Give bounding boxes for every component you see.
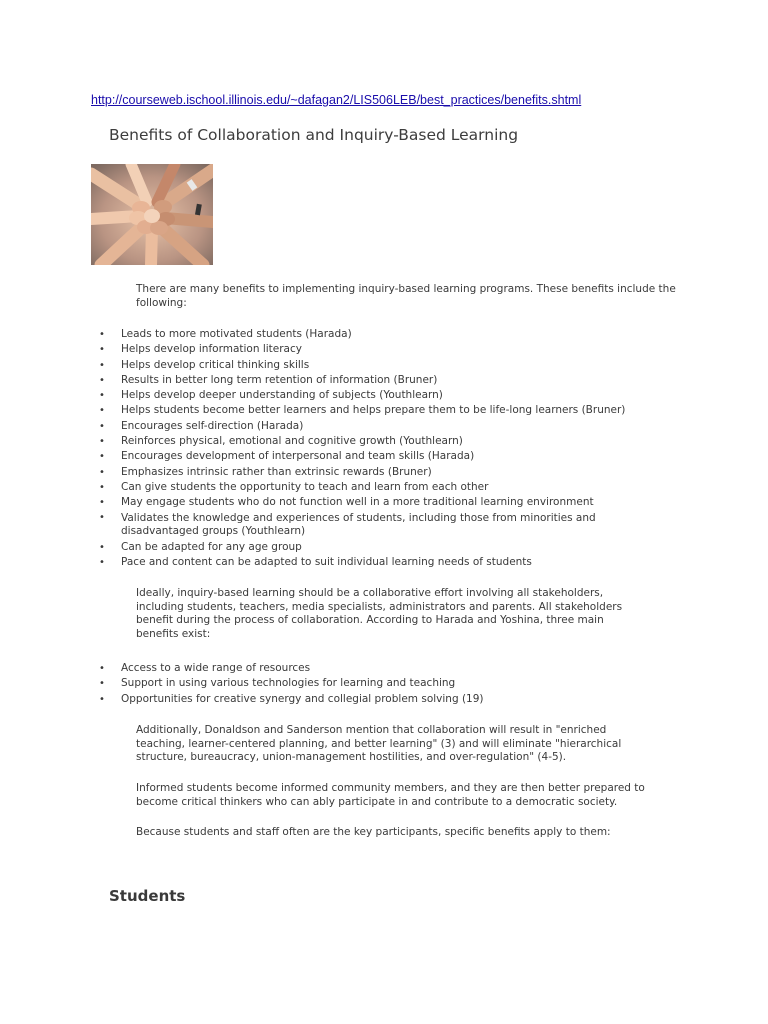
list-item: • Support in using various technologies for learning and teaching: [99, 676, 699, 691]
bullet-icon: •: [99, 497, 105, 509]
list-item: • May engage students who do not function well in a more traditional learning environment: [99, 495, 699, 510]
key-participants-paragraph: Because students and staff often are the key participants, specific benefits apply to them:: [136, 826, 611, 838]
bullet-icon: •: [99, 541, 105, 553]
bullet-icon: •: [99, 466, 105, 478]
page-title: Benefits of Collaboration and Inquiry-Based Learning: [109, 126, 519, 144]
bullet-icon: •: [99, 663, 105, 674]
hands-together-photo: [91, 164, 213, 265]
source-url-link[interactable]: http://courseweb.ischool.illinois.edu/~dafagan2/LIS506LEB/best_practices/benefits.shtml: [91, 93, 582, 107]
list-item: • Helps students become better learners and helps prepare them to be life-long learners (Bruner): [99, 403, 699, 418]
list-item: • Helps develop information literacy: [99, 342, 699, 357]
bullet-icon: •: [99, 451, 105, 463]
list-item: • Emphasizes intrinsic rather than extrinsic rewards (Bruner): [99, 465, 699, 480]
list-item: • Access to a wide range of resources: [99, 661, 699, 676]
collaboration-paragraph: Ideally, inquiry-based learning should be a collaborative effort involving all stakeholders, including students, teachers, media specialists, administrators and parents. All stakeholders benefit during the process of collaboration. According to Harada and Yoshina, three main benefits exist:: [136, 587, 623, 640]
list-item: • Opportunities for creative synergy and collegial problem solving (19): [99, 692, 699, 707]
main-benefits-list: [99, 661, 699, 707]
bullet-icon: •: [99, 405, 105, 417]
list-item: • Validates the knowledge and experiences of students, including those from minorities and disadvantaged groups (Youthlearn): [99, 511, 596, 538]
section-heading-students: Students: [109, 887, 186, 905]
list-item: • Helps develop deeper understanding of subjects (Youthlearn): [99, 388, 699, 403]
bullet-icon: •: [99, 329, 105, 340]
benefits-list: [99, 327, 699, 570]
list-item: • Leads to more motivated students (Harada): [99, 327, 699, 342]
list-item: • Pace and content can be adapted to suit individual learning needs of students: [99, 555, 699, 570]
list-item: • Encourages self-direction (Harada): [99, 419, 699, 434]
bullet-icon: •: [99, 693, 105, 705]
bullet-icon: •: [99, 420, 105, 432]
informed-students-paragraph: Informed students become informed community members, and they are then better prepared to become critical thinkers who can ably participate in and contribute to a democratic society.: [136, 782, 645, 808]
hands-together-icon: [91, 164, 213, 265]
list-item: • Results in better long term retention of information (Bruner): [99, 373, 699, 388]
list-item: • Reinforces physical, emotional and cognitive growth (Youthlearn): [99, 434, 699, 449]
bullet-icon: •: [99, 374, 105, 386]
bullet-icon: •: [99, 481, 105, 493]
bullet-icon: •: [99, 511, 105, 523]
list-item: • Can give students the opportunity to teach and learn from each other: [99, 480, 699, 495]
bullet-icon: •: [99, 359, 105, 371]
bullet-icon: •: [99, 344, 105, 356]
bullet-icon: •: [99, 556, 105, 568]
list-item: • Helps develop critical thinking skills: [99, 358, 699, 373]
list-item: • Encourages development of interpersonal and team skills (Harada): [99, 449, 699, 464]
intro-paragraph: There are many benefits to implementing inquiry-based learning programs. These benefits include the following:: [136, 283, 676, 309]
bullet-icon: •: [99, 436, 105, 448]
bullet-icon: •: [99, 390, 105, 402]
donaldson-paragraph: Additionally, Donaldson and Sanderson mention that collaboration will result in "enriched teaching, learner-centered planning, and better learning" (3) and will eliminate "hierarchical structure, bureaucracy, union-management hostilities, and over-regulation" (4-5).: [136, 724, 622, 763]
bullet-icon: •: [99, 678, 105, 690]
list-item: • Can be adapted for any age group: [99, 540, 699, 555]
